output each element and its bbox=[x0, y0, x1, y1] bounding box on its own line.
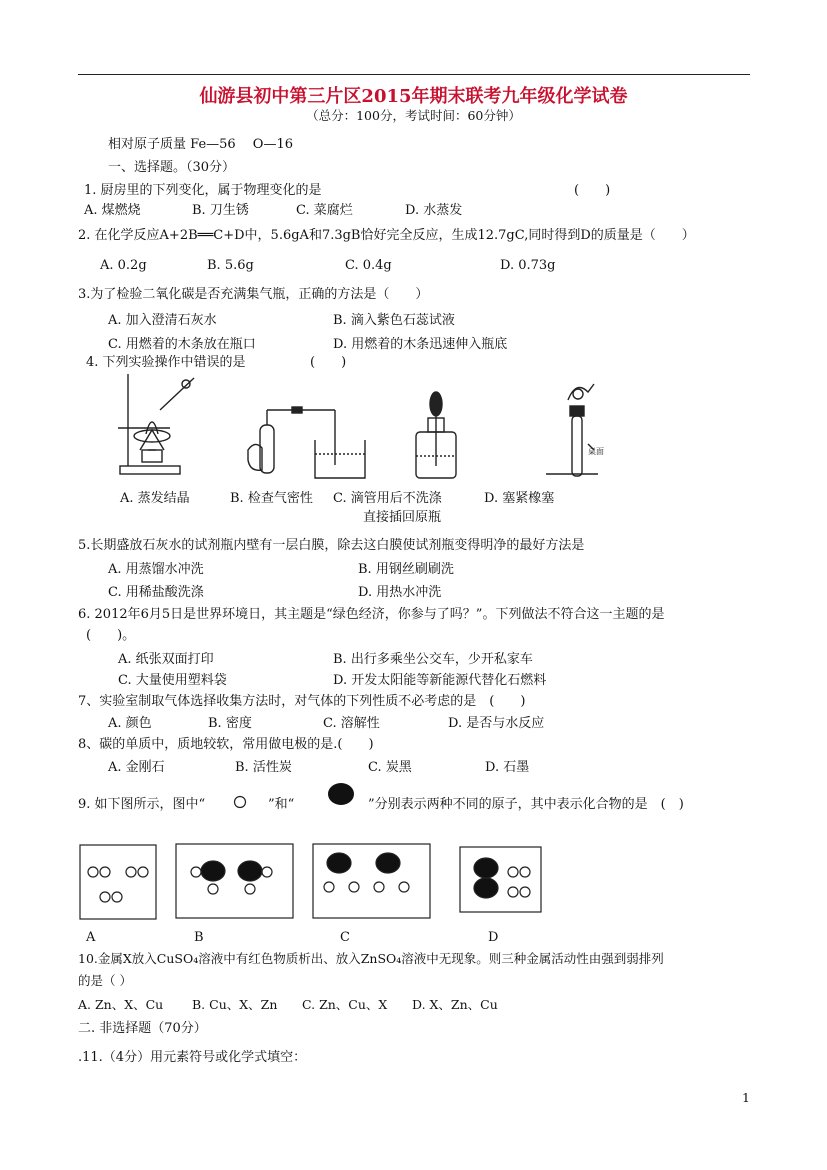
q7-option-d: D. 是否与水反应 bbox=[448, 716, 545, 731]
q1-option-a: A. 煤燃烧 bbox=[84, 203, 141, 218]
q2-option-c: C. 0.4g bbox=[345, 258, 392, 273]
table-label: 桌面 bbox=[588, 447, 604, 456]
q7-option-c: C. 溶解性 bbox=[323, 716, 380, 731]
q1-stem: 1. 厨房里的下列变化，属于物理变化的是 bbox=[84, 183, 322, 198]
q6-option-d: D. 开发太阳能等新能源代替化石燃料 bbox=[333, 673, 547, 688]
q8-option-a: A. 金刚石 bbox=[108, 760, 165, 775]
q3-option-a: A. 加入澄清石灰水 bbox=[108, 313, 217, 328]
q10-option-d: D. X、Zn、Cu bbox=[412, 997, 498, 1012]
q10-option-c: C. Zn、Cu、X bbox=[302, 997, 388, 1012]
q2-option-b: B. 5.6g bbox=[207, 258, 254, 273]
diagram-b-box bbox=[176, 844, 293, 918]
q3-stem: 3.为了检验二氧化碳是否充满集气瓶，正确的方法是（ ） bbox=[78, 287, 429, 302]
white-atom-icon bbox=[232, 795, 248, 809]
stopper-test-tube-icon bbox=[546, 384, 598, 476]
q3-option-c: C. 用燃着的木条放在瓶口 bbox=[108, 337, 256, 352]
q7-stem: 7、实验室制取气体选择收集方法时，对气体的下列性质不必考虑的是 ( ) bbox=[78, 694, 526, 709]
q10-stem: 10.金属X放入CuSO₄溶液中有红色物质析出、放入ZnSO₄溶液中无现象。则三种金属活动性由强到弱排列 bbox=[78, 951, 664, 966]
airtightness-apparatus-icon bbox=[248, 407, 365, 478]
q10-option-a: A. Zn、X、Cu bbox=[78, 997, 164, 1012]
q5-option-d: D. 用热水冲洗 bbox=[358, 585, 442, 600]
section-2-heading: 二. 非选择题（70分） bbox=[78, 1021, 207, 1036]
q5-option-a: A. 用蒸馏水冲洗 bbox=[108, 562, 204, 577]
q2-stem: 2. 在化学反应A+2B══C+D中，5.6gA和7.3gB恰好完全反应，生成12.7gC,同时得到D的质量是（ ） bbox=[78, 228, 695, 243]
q3-option-b: B. 滴入紫色石蕊试液 bbox=[333, 313, 455, 328]
page-number: 1 bbox=[742, 1090, 750, 1105]
q4-stem: 4. 下列实验操作中错误的是 bbox=[86, 355, 246, 370]
q4-option-c-line2: 直接插回原瓶 bbox=[363, 510, 442, 525]
diagram-c-box bbox=[313, 844, 430, 918]
section-1-heading: 一、选择题。（30分） bbox=[108, 160, 236, 175]
evaporation-apparatus-icon bbox=[118, 374, 194, 474]
diagram-a-box bbox=[80, 845, 156, 919]
q1-option-c: C. 菜腐烂 bbox=[296, 203, 353, 218]
q8-option-b: B. 活性炭 bbox=[235, 760, 292, 775]
q6-option-b: B. 出行多乘坐公交车，少开私家车 bbox=[333, 652, 533, 667]
q9-stem-b: ”和“ bbox=[268, 797, 295, 812]
q9-label-b: B bbox=[194, 930, 204, 945]
q6-option-c: C. 大量使用塑料袋 bbox=[118, 673, 227, 688]
q1-answer-paren: ( ) bbox=[574, 183, 611, 198]
q1-option-b: B. 刀生锈 bbox=[192, 203, 249, 218]
q8-option-c: C. 炭黑 bbox=[368, 760, 412, 775]
q9-stem-a: 9. 如下图所示，图中“ bbox=[78, 797, 206, 812]
dropper-bottle-icon bbox=[416, 392, 456, 478]
q9-molecule-diagrams bbox=[78, 842, 548, 922]
page-title: 仙游县初中第三片区2015年期末联考九年级化学试卷 bbox=[199, 86, 628, 107]
q7-option-a: A. 颜色 bbox=[108, 716, 152, 731]
q2-option-a: A. 0.2g bbox=[100, 258, 147, 273]
q4-option-a: A. 蒸发结晶 bbox=[120, 491, 190, 506]
q8-stem: 8、碳的单质中，质地较软，常用做电极的是.( ) bbox=[78, 737, 374, 752]
q6-answer-paren: ( )。 bbox=[86, 628, 136, 643]
q2-option-d: D. 0.73g bbox=[500, 258, 556, 273]
atomic-mass-line: 相对原子质量 Fe—56 O—16 bbox=[108, 137, 294, 152]
q5-option-c: C. 用稀盐酸洗涤 bbox=[108, 585, 204, 600]
q9-label-a: A bbox=[86, 930, 96, 945]
q4-answer-paren: ( ) bbox=[310, 355, 347, 370]
q4-apparatus-figure bbox=[100, 370, 604, 486]
q8-option-d: D. 石墨 bbox=[485, 760, 530, 775]
q5-stem: 5.长期盛放石灰水的试剂瓶内壁有一层白膜，除去这白膜使试剂瓶变得明净的最好方法是 bbox=[78, 538, 585, 553]
header-rule bbox=[78, 74, 750, 75]
q6-stem: 6. 2012年6月5日是世界环境日，其主题是“绿色经济，你参与了吗？”。下列做法不符合这一主题的是 bbox=[78, 607, 665, 622]
diagram-d-box bbox=[460, 847, 541, 912]
q10-stem-line2: 的是（ ） bbox=[78, 973, 132, 988]
q4-option-c: C. 滴管用后不洗涤 bbox=[333, 491, 442, 506]
q9-stem-c: ”分别表示两种不同的原子，其中表示化合物的是 ( ) bbox=[368, 797, 684, 812]
q4-option-d: D. 塞紧橡塞 bbox=[484, 491, 555, 506]
q5-option-b: B. 用钢丝刷刷洗 bbox=[358, 562, 454, 577]
q3-option-d: D. 用燃着的木条迅速伸入瓶底 bbox=[333, 337, 508, 352]
q9-label-c: C bbox=[340, 930, 350, 945]
q7-option-b: B. 密度 bbox=[208, 716, 252, 731]
page-subtitle: （总分：100分，考试时间：60分钟） bbox=[306, 108, 521, 123]
q6-option-a: A. 纸张双面打印 bbox=[118, 652, 214, 667]
q9-label-d: D bbox=[488, 930, 499, 945]
q4-option-b: B. 检查气密性 bbox=[230, 491, 313, 506]
q11-stem: .11.（4分）用元素符号或化学式填空： bbox=[78, 1050, 307, 1065]
black-atom-icon bbox=[326, 782, 356, 806]
q1-option-d: D. 水蒸发 bbox=[405, 203, 463, 218]
q10-option-b: B. Cu、X、Zn bbox=[192, 997, 278, 1012]
